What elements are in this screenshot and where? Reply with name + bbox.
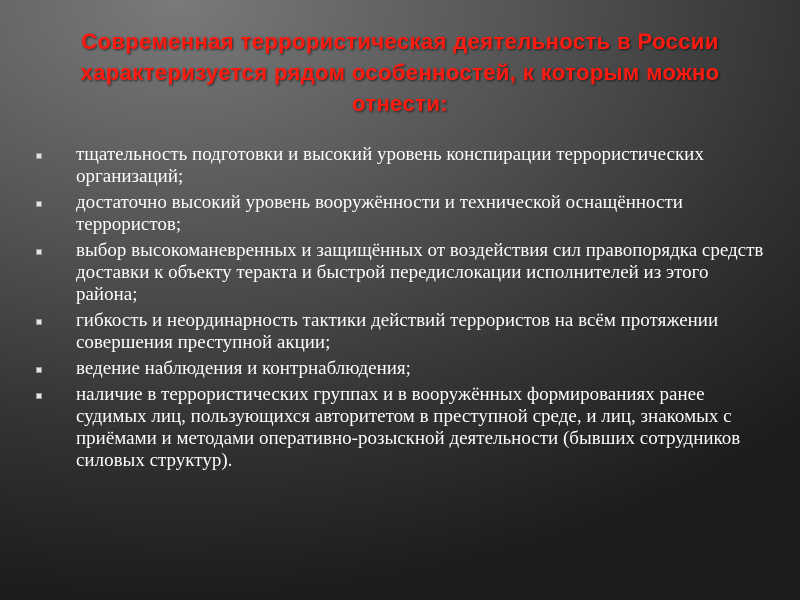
bullet-text: тщательность подготовки и высокий уровень конспирации террористических организаций; (76, 144, 704, 187)
square-bullet-icon (36, 319, 42, 325)
bullet-text: ведение наблюдения и контрнаблюдения; (76, 358, 411, 379)
bullet-text: достаточно высокий уровень вооружённости и технической оснащённости террористов; (76, 192, 683, 235)
square-bullet-icon (36, 201, 42, 207)
bullet-text: гибкость и неординарность тактики действий террористов на всём протяжении совершения преступной акции; (76, 310, 719, 353)
square-bullet-icon (36, 393, 42, 399)
list-item (34, 358, 774, 380)
square-bullet-icon (36, 249, 42, 255)
list-item (34, 310, 774, 354)
square-bullet-icon (36, 367, 42, 373)
slide-title: Современная террористическая деятельность в России характеризуется рядом особенностей, к которым можно отнести: (80, 29, 720, 116)
list-item (34, 192, 774, 236)
bullet-list (34, 144, 774, 476)
bullet-text: наличие в террористических группах и в вооружённых формированиях ранее судимых лиц, пользующихся авторитетом в преступной среде, и лиц, знакомых с приёмами и методами оперативно-розыскной деятельности (бывших сотрудников силовых структур). (76, 384, 741, 471)
list-item (34, 384, 774, 472)
bullet-text: выбор высокоманевренных и защищённых от воздействия сил правопорядка средств доставки к объекту теракта и быстрой передислокации исполнителей из этого района; (76, 240, 764, 305)
square-bullet-icon (36, 153, 42, 159)
list-item (34, 144, 774, 188)
list-item (34, 240, 774, 306)
